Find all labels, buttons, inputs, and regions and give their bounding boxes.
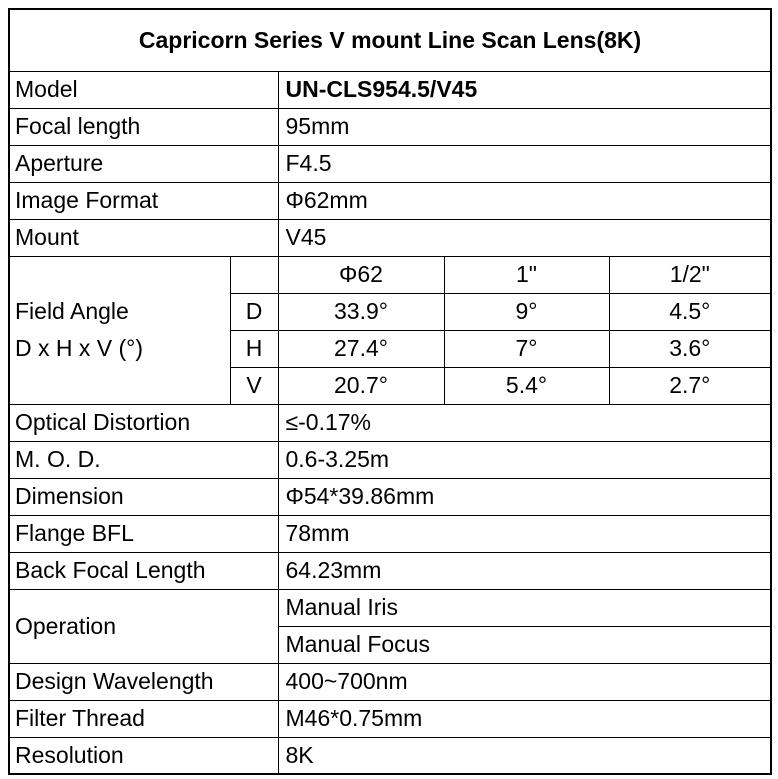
spec-label-focal-length: Focal length — [9, 108, 278, 145]
spec-label-mod: M. O. D. — [9, 441, 278, 478]
spec-value-flange-bfl: 78mm — [278, 515, 771, 552]
field-angle-d-1inch: 9° — [444, 293, 609, 330]
spec-value-resolution: 8K — [278, 737, 771, 774]
spec-label-flange-bfl: Flange BFL — [9, 515, 278, 552]
spec-value-design-wavelength: 400~700nm — [278, 663, 771, 700]
field-angle-label — [9, 256, 230, 404]
spec-label-image-format: Image Format — [9, 182, 278, 219]
spec-label-model: Model — [9, 71, 278, 108]
field-angle-label-line2: D x H x V (°) — [15, 335, 144, 361]
field-angle-col-header-phi62: Φ62 — [278, 256, 444, 293]
field-angle-axis-v: V — [230, 367, 278, 404]
field-angle-axis-d: D — [230, 293, 278, 330]
spec-value-filter-thread: M46*0.75mm — [278, 700, 771, 737]
spec-value-optical-distortion: ≤-0.17% — [278, 404, 771, 441]
spec-label-dimension: Dimension — [9, 478, 278, 515]
spec-value-operation-focus: Manual Focus — [278, 626, 771, 663]
field-angle-h-phi62: 27.4° — [278, 330, 444, 367]
spec-value-back-focal-length: 64.23mm — [278, 552, 771, 589]
spec-label-design-wavelength: Design Wavelength — [9, 663, 278, 700]
spec-label-resolution: Resolution — [9, 737, 278, 774]
spec-value-dimension: Φ54*39.86mm — [278, 478, 771, 515]
field-angle-h-1inch: 7° — [444, 330, 609, 367]
spec-label-back-focal-length: Back Focal Length — [9, 552, 278, 589]
field-angle-v-phi62: 20.7° — [278, 367, 444, 404]
field-angle-axis-h: H — [230, 330, 278, 367]
field-angle-d-phi62: 33.9° — [278, 293, 444, 330]
field-angle-col-header-halfinch: 1/2" — [609, 256, 771, 293]
field-angle-d-halfinch: 4.5° — [609, 293, 771, 330]
spec-value-mod: 0.6-3.25m — [278, 441, 771, 478]
spec-value-operation-iris: Manual Iris — [278, 589, 771, 626]
field-angle-v-1inch: 5.4° — [444, 367, 609, 404]
spec-value-image-format: Φ62mm — [278, 182, 771, 219]
spec-value-focal-length: 95mm — [278, 108, 771, 145]
spec-label-aperture: Aperture — [9, 145, 278, 182]
spec-label-mount: Mount — [9, 219, 278, 256]
field-angle-v-halfinch: 2.7° — [609, 367, 771, 404]
table-title: Capricorn Series V mount Line Scan Lens(8K) — [9, 9, 771, 71]
field-angle-h-halfinch: 3.6° — [609, 330, 771, 367]
spec-value-aperture: F4.5 — [278, 145, 771, 182]
spec-value-mount: V45 — [278, 219, 771, 256]
lens-spec-table — [8, 8, 772, 775]
spec-value-model: UN-CLS954.5/V45 — [278, 71, 771, 108]
spec-label-filter-thread: Filter Thread — [9, 700, 278, 737]
field-angle-label-line1: Field Angle — [15, 298, 129, 324]
spec-label-optical-distortion: Optical Distortion — [9, 404, 278, 441]
spec-label-operation: Operation — [9, 589, 278, 663]
field-angle-corner-cell — [230, 256, 278, 293]
field-angle-col-header-1inch: 1" — [444, 256, 609, 293]
